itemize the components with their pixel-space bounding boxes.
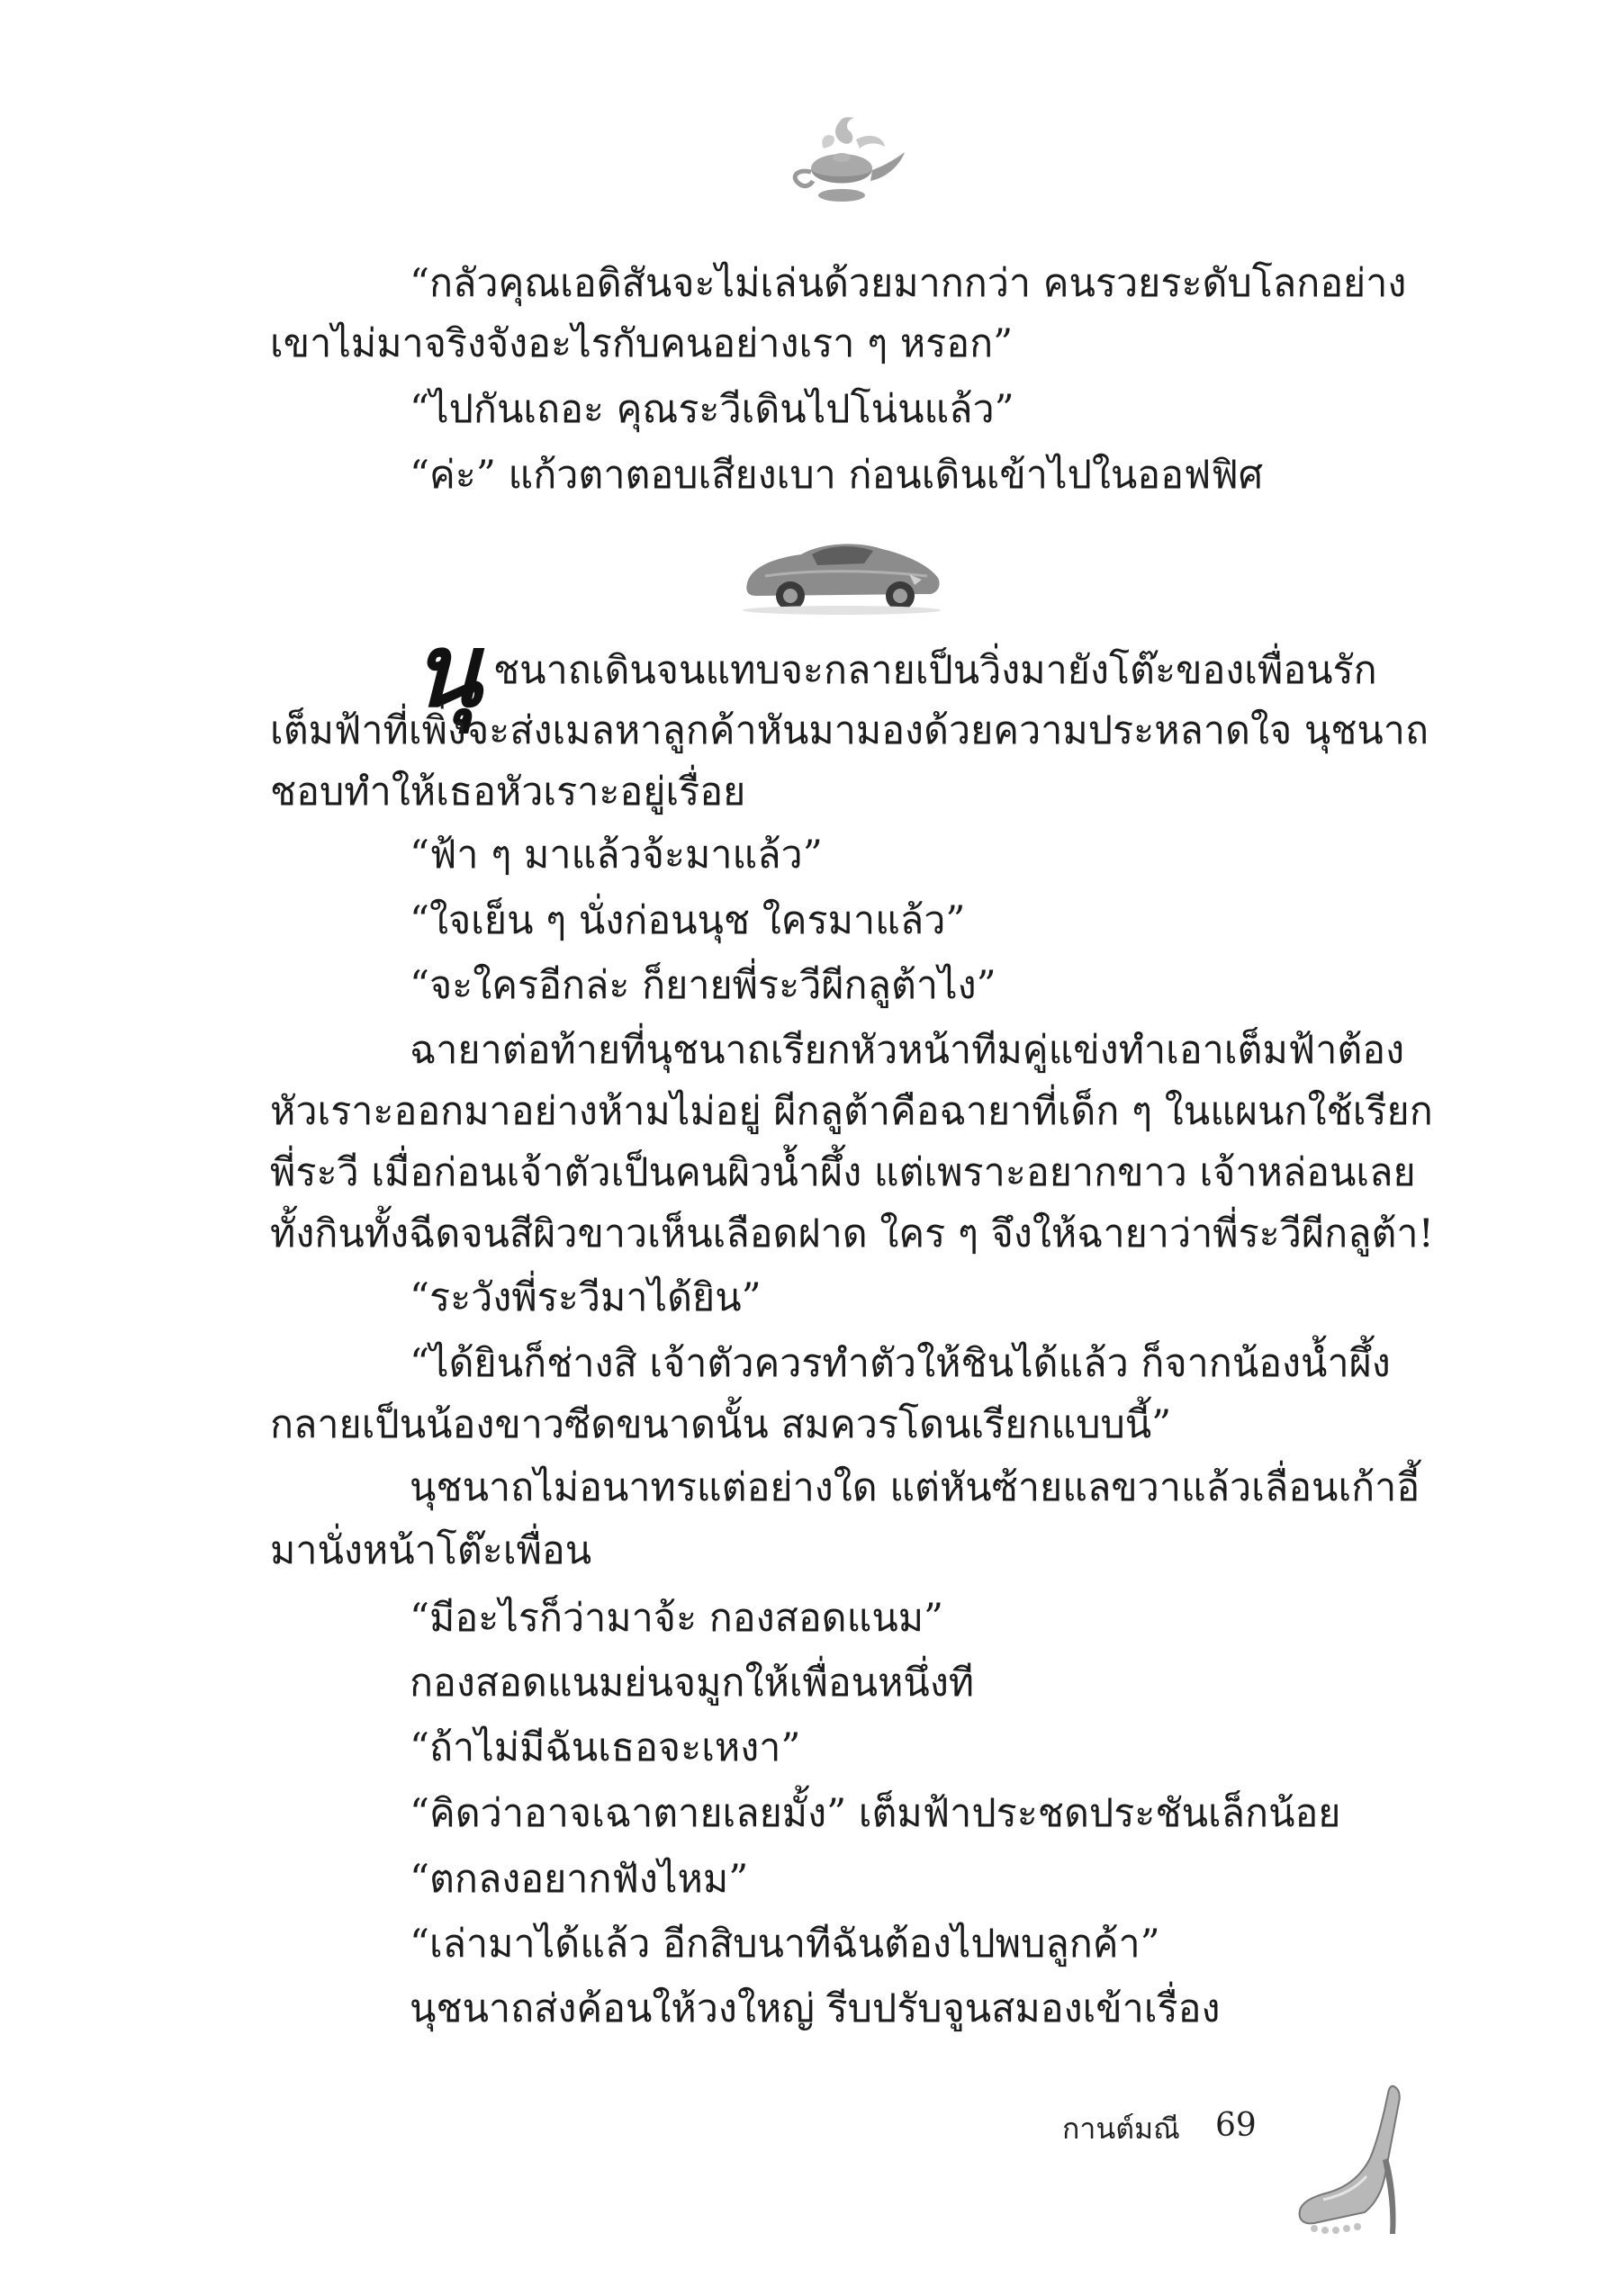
text-line: เขาไม่มาจริงจังอะไรกับคนอย่างเรา ๆ หรอก” bbox=[270, 321, 1014, 366]
text-line: “ค่ะ” แก้วตาตอบเสียงเบา ก่อนเดินเข้าไปในออฟฟิศ bbox=[410, 453, 1264, 498]
text-line: ชนาถเดินจนแทบจะกลายเป็นวิ่งมายังโต๊ะของเพื่อนรัก bbox=[493, 648, 1377, 693]
text-line: นุชนาถไม่อนาทรแต่อย่างใด แต่หันซ้ายแลขวาแล้วเลื่อนเก้าอี้ bbox=[410, 1465, 1420, 1510]
text-line: “มีอะไรก็ว่ามาจ้ะ กองสอดแนม” bbox=[410, 1596, 944, 1641]
text-line: “เล่ามาได้แล้ว อีกสิบนาทีฉันต้องไปพบลูกค้า” bbox=[410, 1922, 1160, 1967]
book-title: กานต์มณี bbox=[1062, 2111, 1180, 2146]
text-line: “ไปกันเถอะ คุณระวีเดินไปโน่นแล้ว” bbox=[410, 387, 1014, 432]
text-line: หัวเราะออกมาอย่างห้ามไม่อยู่ ผีกลูต้าคือฉายาที่เด็ก ๆ ในแผนกใช้เรียก bbox=[270, 1089, 1433, 1134]
drop-cap: นุ bbox=[412, 612, 482, 730]
text-line: ชอบทำให้เธอหัวเราะอยู่เรื่อย bbox=[270, 770, 746, 815]
text-line: ฉายาต่อท้ายที่นุชนาถเรียกหัวหน้าทีมคู่แข่งทำเอาเต็มฟ้าต้อง bbox=[410, 1028, 1405, 1073]
text-line: “กลัวคุณเอดิสันจะไม่เล่นด้วยมากกว่า คนรวยระดับโลกอย่าง bbox=[410, 261, 1407, 306]
text-line: เต็มฟ้าที่เพิ่งจะส่งเมลหาลูกค้าหันมามองด้วยความประหลาดใจ นุชนาถ bbox=[270, 708, 1429, 753]
text-line: “ใจเย็น ๆ นั่งก่อนนุช ใครมาแล้ว” bbox=[410, 898, 966, 943]
text-line: “คิดว่าอาจเฉาตายเลยมั้ง” เต็มฟ้าประชดประชันเล็กน้อย bbox=[410, 1791, 1341, 1836]
genie-lamp-icon bbox=[770, 113, 914, 221]
text-line: “ได้ยินก็ช่างสิ เจ้าตัวควรทำตัวให้ชินได้แล้ว ก็จากน้องน้ำผึ้ง bbox=[410, 1341, 1391, 1386]
text-line: พี่ระวี เมื่อก่อนเจ้าตัวเป็นคนผิวน้ำผึ้ง แต่เพราะอยากขาว เจ้าหล่อนเลย bbox=[270, 1150, 1416, 1195]
text-line: กลายเป็นน้องขาวซีดขนาดนั้น สมควรโดนเรียกแบบนี้” bbox=[270, 1402, 1172, 1447]
text-line: นุชนาถส่งค้อนให้วงใหญ่ รีบปรับจูนสมองเข้าเรื่อง bbox=[410, 1986, 1221, 2031]
text-line: “ฟ้า ๆ มาแล้วจ้ะมาแล้ว” bbox=[410, 833, 823, 878]
high-heel-shoe-icon bbox=[1287, 2079, 1422, 2241]
text-line: “ถ้าไม่มีฉันเธอจะเหงา” bbox=[410, 1725, 801, 1770]
text-line: มานั่งหน้าโต๊ะเพื่อน bbox=[270, 1528, 592, 1573]
text-line: “ระวังพี่ระวีมาได้ยิน” bbox=[410, 1275, 762, 1320]
page-number: 69 bbox=[1215, 2107, 1257, 2144]
sports-car-icon bbox=[729, 520, 954, 619]
text-line: ทั้งกินทั้งฉีดจนสีผิวขาวเห็นเลือดฝาด ใคร ๆ จึงให้ฉายาว่าพี่ระวีผีกลูต้า! bbox=[270, 1211, 1434, 1256]
text-line: “จะใครอีกล่ะ ก็ยายพี่ระวีผีกลูต้าไง” bbox=[410, 963, 996, 1008]
text-line: “ตกลงอยากฟังไหม” bbox=[410, 1857, 749, 1902]
text-line: กองสอดแนมย่นจมูกให้เพื่อนหนึ่งที bbox=[410, 1661, 975, 1706]
